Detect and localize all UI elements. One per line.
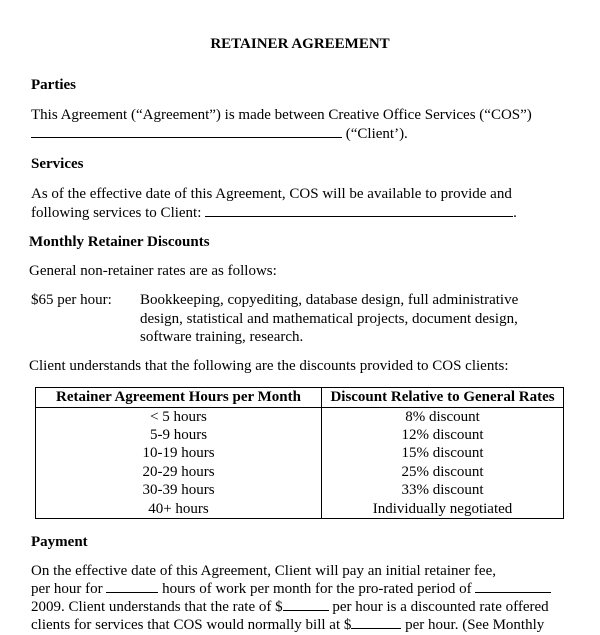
hours-cell: 30-39 hours — [36, 482, 322, 500]
hours-cell: 10-19 hours — [36, 445, 322, 463]
hours-blank — [106, 580, 158, 593]
hours-cell: 40+ hours — [36, 500, 322, 519]
payment-line-2a: per hour for — [31, 581, 103, 597]
services-line-2-text: following services to Client: — [31, 205, 202, 221]
normal-rate-blank — [351, 616, 401, 629]
services-blank — [205, 204, 513, 217]
payment-line-3 — [31, 598, 549, 617]
discounts-intro: General non-retainer rates are as follows: — [29, 263, 277, 279]
discounts-understand: Client understands that the following are the discounts provided to COS clients: — [29, 358, 509, 374]
table-row — [36, 482, 564, 500]
rate-line-3: software training, research. — [140, 329, 304, 345]
parties-client-label: (“Client’). — [345, 126, 408, 142]
table-header-row — [36, 388, 564, 408]
discount-cell: 15% discount — [322, 445, 564, 463]
table-row — [36, 500, 564, 519]
discount-cell: 33% discount — [322, 482, 564, 500]
header-hours: Retainer Agreement Hours per Month — [36, 388, 322, 408]
payment-line-4a: clients for services that COS would normally bill at $ — [31, 617, 352, 633]
discount-rate-blank — [283, 598, 329, 611]
services-heading: Services — [31, 156, 84, 172]
document-title: RETAINER AGREEMENT — [210, 36, 390, 52]
payment-line-3a: 2009. Client understands that the rate of $ — [31, 599, 283, 615]
parties-line-2 — [31, 125, 408, 144]
header-discount: Discount Relative to General Rates — [322, 388, 564, 408]
discounts-heading: Monthly Retainer Discounts — [29, 234, 210, 250]
payment-heading: Payment — [31, 534, 88, 550]
discount-cell: 25% discount — [322, 463, 564, 481]
discount-table — [35, 387, 564, 519]
payment-line-1: On the effective date of this Agreement, Client will pay an initial retainer fee, — [31, 563, 496, 579]
client-name-blank — [31, 125, 342, 138]
rate-label: $65 per hour: — [31, 292, 112, 308]
hours-cell: 20-29 hours — [36, 463, 322, 481]
parties-line-1: This Agreement (“Agreement”) is made between Creative Office Services (“COS”) — [31, 107, 532, 123]
payment-line-2b: hours of work per month for the pro-rated period of — [162, 581, 472, 597]
rate-line-1: Bookkeeping, copyediting, database design, full administrative — [140, 292, 519, 308]
discount-cell: 8% discount — [322, 408, 564, 427]
discount-cell: 12% discount — [322, 426, 564, 444]
discount-cell: Individually negotiated — [322, 500, 564, 519]
payment-line-2 — [31, 580, 551, 599]
hours-cell: < 5 hours — [36, 408, 322, 427]
services-line-1: As of the effective date of this Agreement, COS will be available to provide and — [31, 186, 512, 202]
table-row — [36, 408, 564, 427]
hours-cell: 5-9 hours — [36, 426, 322, 444]
services-line-2 — [31, 204, 517, 223]
table-row — [36, 445, 564, 463]
table-row — [36, 426, 564, 444]
rate-line-2: design, statistical and mathematical projects, document design, — [140, 311, 518, 327]
parties-heading: Parties — [31, 77, 76, 93]
period-blank — [475, 580, 551, 593]
services-line-2-end: . — [513, 205, 517, 221]
payment-line-4 — [31, 616, 544, 635]
payment-line-4b: per hour. (See Monthly — [405, 617, 545, 633]
payment-line-3b: per hour is a discounted rate offered — [332, 599, 549, 615]
table-row — [36, 463, 564, 481]
